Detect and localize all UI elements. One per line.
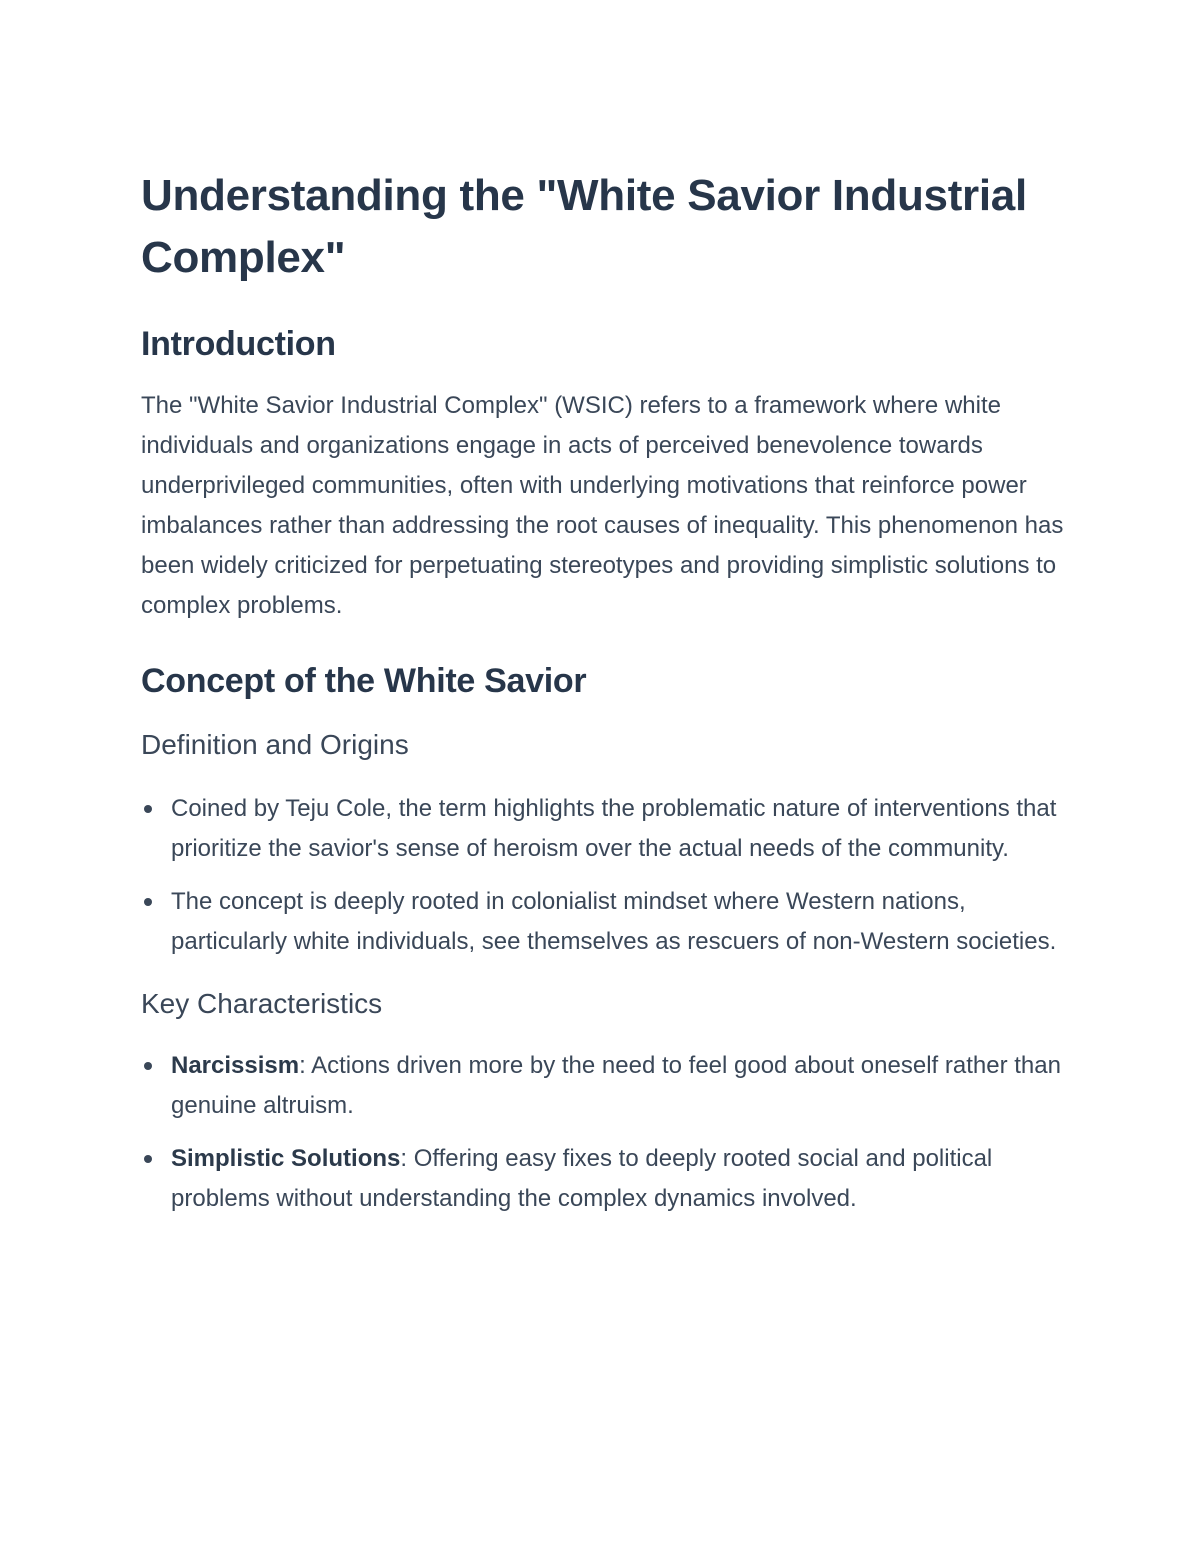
list-item <box>141 1139 1066 1219</box>
list-item-term: Narcissism <box>171 1052 300 1079</box>
definition-list <box>141 789 1066 962</box>
list-item-separator: : <box>400 1145 408 1172</box>
concept-heading: Concept of the White Savior <box>141 662 587 700</box>
characteristics-heading: Key Characteristics <box>141 988 383 1019</box>
introduction-paragraph: The "White Savior Industrial Complex" (WSIC) refers to a framework where white individuals and organizations engage in acts of perceived benevolence towards underprivileged communities, often with underlying motivations that reinforce power imbalances rather than addressing the root causes of inequality. This phenomenon has been widely criticized for perpetuating stereotypes and providing simplistic solutions to complex problems. <box>141 392 1064 619</box>
characteristics-list <box>141 1046 1066 1219</box>
document-page <box>141 165 1066 1232</box>
list-item <box>141 882 1066 962</box>
list-item-text: Offering easy fixes to deeply rooted social and political problems without understanding the complex dynamics involved. <box>171 1145 993 1212</box>
definition-heading: Definition and Origins <box>141 729 409 760</box>
list-item-term: Simplistic Solutions <box>171 1145 401 1172</box>
bullet-icon <box>144 805 152 813</box>
list-item-separator: : <box>299 1052 306 1079</box>
list-item <box>141 789 1066 869</box>
list-item <box>141 1046 1066 1126</box>
page-title: Understanding the "White Savior Industrial Complex" <box>141 171 1027 282</box>
list-item-text: The concept is deeply rooted in colonialist mindset where Western nations, particularly white individuals, see themselves as rescuers of non-Western societies. <box>171 888 1057 955</box>
bullet-icon <box>144 1155 152 1163</box>
bullet-icon <box>144 1062 152 1070</box>
bullet-icon <box>144 898 152 906</box>
list-item-text: Actions driven more by the need to feel good about oneself rather than genuine altruism. <box>171 1052 1061 1119</box>
list-item-text: Coined by Teju Cole, the term highlights the problematic nature of interventions that prioritize the savior's sense of heroism over the actual needs of the community. <box>171 795 1057 862</box>
introduction-heading: Introduction <box>141 325 336 363</box>
